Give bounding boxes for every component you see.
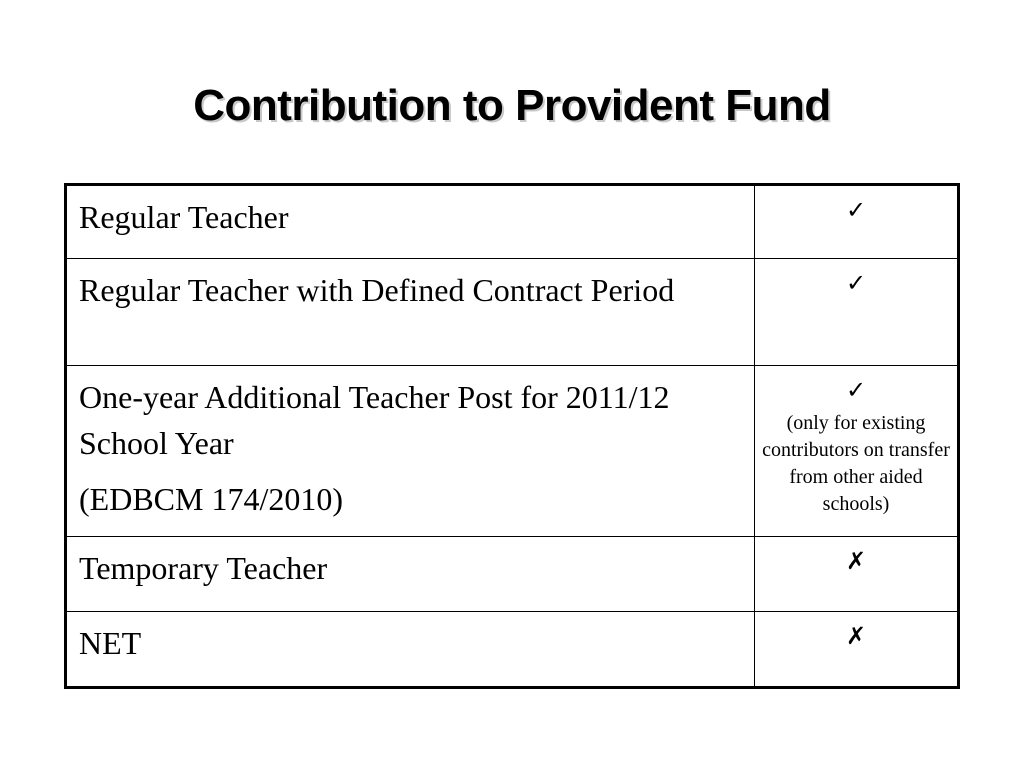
provident-fund-table-container — [64, 183, 957, 689]
row-label: NET — [79, 625, 142, 661]
table-row — [66, 537, 959, 612]
check-icon: ✓ — [845, 376, 867, 404]
row-label-cell — [66, 185, 755, 259]
row-label-cell — [66, 612, 755, 688]
table-row — [66, 185, 959, 259]
row-label: Temporary Teacher — [79, 550, 328, 586]
row-mark-cell — [755, 259, 959, 366]
page-title: Contribution to Provident Fund — [193, 81, 831, 130]
table-row — [66, 259, 959, 366]
row-mark-cell — [755, 185, 959, 259]
row-label-cell — [66, 537, 755, 612]
check-icon: ✓ — [845, 269, 867, 297]
row-mark-note: (only for existing contributors on transfer from other aided schools) — [762, 412, 950, 515]
cross-icon: ✗ — [845, 547, 867, 575]
provident-fund-table — [64, 183, 960, 689]
row-mark-cell — [755, 366, 959, 537]
row-mark-cell — [755, 537, 959, 612]
row-label-cell — [66, 259, 755, 366]
row-label-reference: (EDBCM 174/2010) — [79, 481, 343, 517]
row-label: Regular Teacher with Defined Contract Period — [79, 272, 675, 308]
table-row — [66, 366, 959, 537]
row-mark-cell — [755, 612, 959, 688]
row-label: Regular Teacher — [79, 199, 289, 235]
cross-icon: ✗ — [845, 622, 867, 650]
row-label: One-year Additional Teacher Post for 2011/12 School Year — [79, 379, 670, 461]
check-icon: ✓ — [845, 196, 867, 224]
row-label-cell — [66, 366, 755, 537]
table-row — [66, 612, 959, 688]
